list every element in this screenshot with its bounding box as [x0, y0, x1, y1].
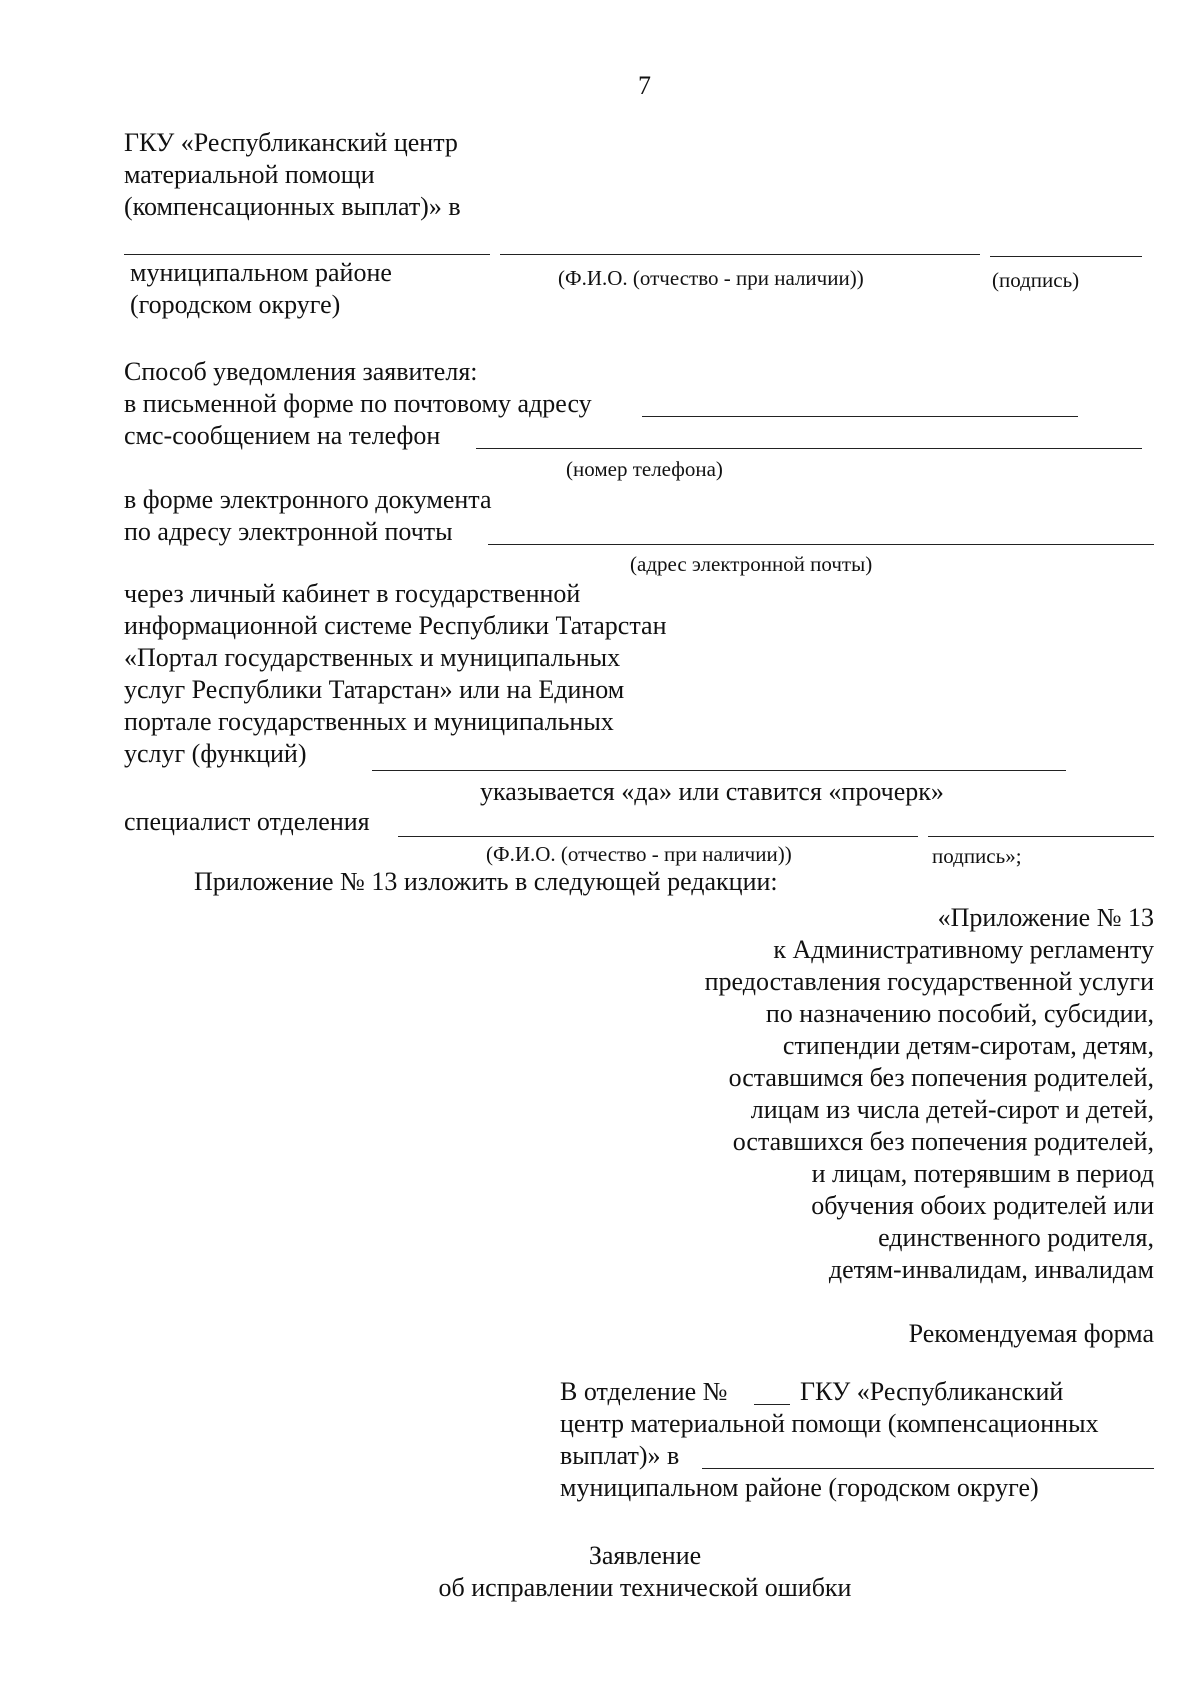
portal-caption: указывается «да» или ставится «прочерк» [480, 777, 944, 806]
document-subtitle: об исправлении технической ошибки [438, 1573, 852, 1602]
portal-line-6: услуг (функций) [124, 739, 307, 768]
org-line-2: материальной помощи [124, 160, 375, 189]
district-underline [124, 254, 490, 255]
signature-caption: (подпись) [992, 268, 1080, 292]
email-line-2: по адресу электронной почты [124, 517, 453, 546]
appendix-line-5: стипендии детям-сиротам, детям, [782, 1031, 1154, 1060]
portal-line-4: услуг Республики Татарстан» или на Едином [124, 675, 625, 704]
sms-option: смс-сообщением на телефон [124, 421, 441, 450]
document-title: Заявление [588, 1541, 702, 1570]
postal-option: в письменной форме по почтовому адресу [124, 389, 592, 418]
postal-underline [642, 416, 1078, 417]
signature-underline [990, 256, 1142, 257]
appendix-line-1: «Приложение № 13 [937, 903, 1154, 932]
phone-underline [476, 448, 1142, 449]
appendix-line-3: предоставления государственной услуги [704, 967, 1154, 996]
address-line-1a: В отделение № [560, 1377, 728, 1406]
org-line-3: (компенсационных выплат)» в [124, 192, 461, 221]
fio-caption: (Ф.И.О. (отчество - при наличии)) [558, 266, 864, 290]
district-line-2: (городском округе) [130, 290, 341, 319]
email-underline [488, 544, 1154, 545]
portal-line-5: портале государственных и муниципальных [124, 707, 614, 736]
email-line-1: в форме электронного документа [124, 485, 492, 514]
address-line-3: выплат)» в [560, 1441, 680, 1470]
address-line-4: муниципальном районе (городском округе) [560, 1473, 1039, 1502]
appendix-line-9: и лицам, потерявшим в период [811, 1159, 1154, 1188]
notification-heading: Способ уведомления заявителя: [124, 357, 478, 386]
appendix-line-11: единственного родителя, [878, 1223, 1154, 1252]
email-caption: (адрес электронной почты) [630, 552, 873, 576]
district-line-1: муниципальном районе [130, 258, 392, 287]
specialist-signature-caption: подпись»; [932, 844, 1022, 868]
fio-underline [500, 254, 980, 255]
appendix-line-8: оставшихся без попечения родителей, [732, 1127, 1154, 1156]
address-line-1b: ГКУ «Республиканский [800, 1377, 1064, 1406]
specialist-label: специалист отделения [124, 807, 370, 836]
appendix-line-6: оставшимся без попечения родителей, [728, 1063, 1154, 1092]
recommended-form-label: Рекомендуемая форма [908, 1319, 1154, 1348]
appendix-line-7: лицам из числа детей-сирот и детей, [750, 1095, 1154, 1124]
phone-caption: (номер телефона) [566, 457, 723, 481]
portal-line-2: информационной системе Республики Татарстан [124, 611, 667, 640]
appendix-line-2: к Административному регламенту [773, 935, 1154, 964]
appendix-line-10: обучения обоих родителей или [811, 1191, 1154, 1220]
address-line-2: центр материальной помощи (компенсационных [560, 1409, 1099, 1438]
specialist-fio-caption: (Ф.И.О. (отчество - при наличии)) [486, 842, 792, 866]
department-number-underline [754, 1404, 790, 1405]
amendment-text: Приложение № 13 изложить в следующей редакции: [194, 867, 778, 896]
org-line-1: ГКУ «Республиканский центр [124, 128, 458, 157]
page-number: 7 [638, 71, 651, 100]
appendix-line-4: по назначению пособий, субсидии, [765, 999, 1154, 1028]
appendix-line-12: детям-инвалидам, инвалидам [828, 1255, 1154, 1284]
portal-line-3: «Портал государственных и муниципальных [124, 643, 621, 672]
address-district-underline [702, 1468, 1154, 1469]
specialist-signature-underline [928, 836, 1154, 837]
specialist-fio-underline [398, 836, 918, 837]
portal-line-1: через личный кабинет в государственной [124, 579, 581, 608]
portal-underline [372, 770, 1066, 771]
